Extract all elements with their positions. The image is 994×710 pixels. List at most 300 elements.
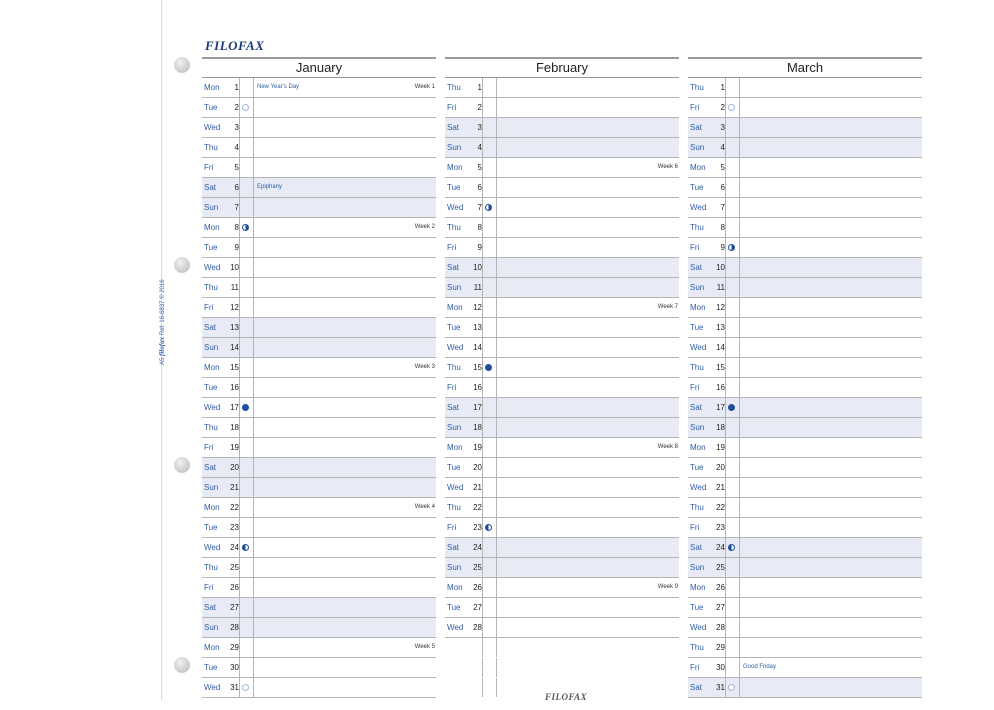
column-divider [239, 98, 240, 117]
column-divider [482, 258, 483, 277]
weekday-label: Tue [204, 523, 218, 532]
weekday-label: Fri [690, 243, 700, 252]
column-divider [253, 498, 254, 517]
date-number: 7 [230, 198, 239, 217]
date-number: 15 [716, 363, 725, 372]
weekday-label: Wed [204, 263, 221, 272]
day-row[interactable] [688, 378, 922, 398]
column-divider [725, 218, 726, 237]
date-number: 21 [230, 478, 239, 497]
weekday-label: Tue [204, 383, 218, 392]
date-number: 24 [473, 538, 482, 557]
column-divider [725, 298, 726, 317]
column-divider [725, 518, 726, 537]
weekday-label: Fri [690, 523, 700, 532]
day-row[interactable] [445, 418, 679, 438]
date-number: 10 [473, 258, 482, 277]
day-row[interactable] [202, 418, 436, 438]
date-number: 26 [230, 583, 239, 592]
day-row[interactable] [688, 618, 922, 638]
column-divider [482, 498, 483, 517]
column-divider [239, 558, 240, 577]
day-row[interactable] [445, 338, 679, 358]
date-number: 25 [230, 563, 239, 572]
moon-full-icon [242, 404, 249, 411]
weekday-label: Sat [445, 538, 473, 557]
day-row[interactable] [688, 198, 922, 218]
day-row[interactable] [202, 518, 436, 538]
weekday-label: Mon [204, 503, 220, 512]
column-divider [496, 118, 497, 137]
day-row[interactable] [688, 438, 922, 458]
weekday-label: Mon [204, 643, 220, 652]
column-divider [253, 638, 254, 657]
date-number: 16 [230, 383, 239, 392]
column-divider [482, 138, 483, 157]
week-number-label: Week 9 [657, 584, 678, 590]
column-divider [239, 618, 240, 637]
weekday-label: Sun [445, 278, 473, 297]
day-row[interactable] [202, 678, 436, 698]
date-number: 5 [234, 163, 239, 172]
weekday-label: Sun [202, 478, 230, 497]
date-number: 1 [720, 83, 725, 92]
column-divider [239, 518, 240, 537]
day-row[interactable] [688, 78, 922, 98]
column-divider [739, 98, 740, 117]
column-divider [239, 198, 240, 217]
weekday-label: Mon [204, 363, 220, 372]
date-number: 17 [473, 398, 482, 417]
day-row[interactable] [688, 558, 922, 578]
column-divider [253, 218, 254, 237]
day-row[interactable] [202, 358, 436, 378]
day-row[interactable] [202, 198, 436, 218]
column-divider [253, 598, 254, 617]
column-divider [496, 398, 497, 417]
day-row[interactable] [688, 98, 922, 118]
date-number: 15 [473, 363, 482, 372]
weekday-label: Tue [447, 463, 461, 472]
weekday-label: Tue [204, 663, 218, 672]
day-row[interactable] [202, 438, 436, 458]
date-number: 14 [716, 343, 725, 352]
day-row[interactable] [202, 318, 436, 338]
day-row[interactable] [202, 558, 436, 578]
weekday-label: Wed [690, 623, 707, 632]
day-row[interactable] [688, 398, 922, 418]
column-divider [253, 538, 254, 557]
column-divider [482, 198, 483, 217]
date-number: 3 [473, 118, 482, 137]
weekday-label: Sun [202, 618, 230, 637]
holiday-label: New Year's Day [257, 84, 300, 90]
day-row[interactable] [445, 258, 679, 278]
column-divider [253, 518, 254, 537]
date-number: 11 [716, 278, 725, 297]
date-number: 8 [720, 223, 725, 232]
moon-first-icon [485, 204, 492, 211]
weekday-label: Mon [690, 443, 706, 452]
day-row[interactable] [202, 378, 436, 398]
day-row[interactable] [445, 558, 679, 578]
day-row[interactable] [202, 298, 436, 318]
date-number: 29 [716, 643, 725, 652]
date-number: 7 [720, 203, 725, 212]
day-row[interactable] [688, 358, 922, 378]
weekday-label: Thu [447, 363, 461, 372]
column-divider [725, 118, 726, 137]
day-row[interactable] [688, 138, 922, 158]
day-row[interactable] [202, 138, 436, 158]
column-divider [496, 578, 497, 597]
date-number: 16 [473, 383, 482, 392]
day-row[interactable] [445, 398, 679, 418]
day-row[interactable] [202, 98, 436, 118]
weekday-label: Fri [204, 443, 214, 452]
column-divider [739, 658, 740, 677]
column-divider [739, 478, 740, 497]
column-divider [739, 158, 740, 177]
weekday-label: Wed [447, 623, 464, 632]
day-row[interactable] [202, 278, 436, 298]
day-row[interactable] [688, 158, 922, 178]
column-divider [253, 618, 254, 637]
day-row[interactable] [202, 398, 436, 418]
column-divider [253, 278, 254, 297]
column-divider [253, 138, 254, 157]
column-divider [739, 358, 740, 377]
column-divider [496, 318, 497, 337]
day-row[interactable] [202, 338, 436, 358]
weekday-label: Tue [204, 243, 218, 252]
date-number: 28 [716, 623, 725, 632]
date-number: 2 [234, 103, 239, 112]
column-divider [482, 98, 483, 117]
column-divider [739, 438, 740, 457]
column-divider [482, 178, 483, 197]
day-row[interactable] [688, 338, 922, 358]
column-divider [725, 158, 726, 177]
day-row[interactable] [688, 298, 922, 318]
day-row[interactable] [445, 478, 679, 498]
date-number: 3 [716, 118, 725, 137]
date-number: 22 [230, 503, 239, 512]
column-divider [496, 178, 497, 197]
weekday-label: Wed [690, 483, 707, 492]
column-divider [739, 78, 740, 97]
day-row[interactable] [445, 378, 679, 398]
day-row[interactable] [445, 318, 679, 338]
column-divider [725, 358, 726, 377]
date-number: 15 [230, 363, 239, 372]
day-row[interactable] [688, 258, 922, 278]
column-divider [725, 238, 726, 257]
column-divider [482, 678, 483, 697]
side-size: A5 [160, 357, 166, 365]
column-divider [739, 318, 740, 337]
date-number: 4 [234, 143, 239, 152]
day-row[interactable] [445, 518, 679, 538]
column-divider [253, 298, 254, 317]
weekday-label: Thu [447, 83, 461, 92]
column-divider [496, 618, 497, 637]
day-row[interactable] [202, 258, 436, 278]
column-divider [496, 658, 497, 677]
day-row[interactable] [202, 598, 436, 618]
day-row[interactable] [688, 418, 922, 438]
date-number: 19 [716, 443, 725, 452]
weekday-label: Mon [447, 583, 463, 592]
weekday-label: Fri [690, 663, 700, 672]
column-divider [496, 98, 497, 117]
day-row[interactable] [688, 678, 922, 698]
column-divider [496, 478, 497, 497]
column-divider [739, 198, 740, 217]
date-number: 31 [230, 683, 239, 692]
day-row[interactable] [445, 178, 679, 198]
date-number: 19 [230, 443, 239, 452]
day-row[interactable] [445, 298, 679, 318]
day-row[interactable] [202, 118, 436, 138]
weekday-label: Thu [204, 423, 218, 432]
date-number: 4 [716, 138, 725, 157]
column-divider [482, 618, 483, 637]
column-divider [253, 358, 254, 377]
date-number: 9 [720, 243, 725, 252]
day-row[interactable] [688, 658, 922, 678]
column-divider [725, 498, 726, 517]
day-row[interactable] [202, 178, 436, 198]
date-number: 30 [716, 663, 725, 672]
day-row[interactable] [202, 238, 436, 258]
day-row[interactable] [688, 498, 922, 518]
date-number: 11 [473, 278, 482, 297]
date-number: 18 [473, 418, 482, 437]
column-divider [253, 178, 254, 197]
binder-hole [174, 657, 190, 673]
weekday-label: Sun [688, 558, 716, 577]
weekday-label: Thu [447, 503, 461, 512]
week-number-label: Week 6 [657, 164, 678, 170]
day-row[interactable] [445, 218, 679, 238]
column-divider [253, 418, 254, 437]
column-divider [482, 218, 483, 237]
day-row[interactable] [445, 578, 679, 598]
day-row[interactable] [688, 178, 922, 198]
column-divider [725, 438, 726, 457]
date-number: 6 [477, 183, 482, 192]
day-row[interactable] [202, 498, 436, 518]
day-row[interactable] [202, 458, 436, 478]
column-divider [496, 138, 497, 157]
column-divider [725, 458, 726, 477]
date-number: 25 [716, 558, 725, 577]
day-row[interactable] [445, 538, 679, 558]
day-row[interactable] [445, 138, 679, 158]
column-divider [725, 398, 726, 417]
column-divider [482, 558, 483, 577]
day-row[interactable] [445, 158, 679, 178]
day-row[interactable] [688, 238, 922, 258]
column-divider [725, 678, 726, 697]
day-row[interactable] [202, 638, 436, 658]
column-divider [725, 338, 726, 357]
weekday-label: Wed [204, 683, 221, 692]
column-divider [482, 578, 483, 597]
column-divider [239, 318, 240, 337]
day-row[interactable] [688, 318, 922, 338]
day-row[interactable] [202, 578, 436, 598]
column-divider [496, 218, 497, 237]
week-number-label: Week 2 [414, 224, 435, 230]
column-divider [239, 658, 240, 677]
column-divider [482, 658, 483, 677]
column-divider [482, 538, 483, 557]
column-divider [739, 138, 740, 157]
day-row[interactable] [688, 538, 922, 558]
date-number: 25 [473, 558, 482, 577]
column-divider [739, 458, 740, 477]
column-divider [482, 438, 483, 457]
day-row[interactable] [688, 458, 922, 478]
day-row[interactable] [445, 458, 679, 478]
day-row[interactable] [688, 578, 922, 598]
column-divider [739, 518, 740, 537]
weekday-label: Thu [690, 83, 704, 92]
date-number: 23 [473, 523, 482, 532]
weekday-label: Sun [202, 198, 230, 217]
weekday-label: Sat [445, 118, 473, 137]
day-row[interactable] [445, 98, 679, 118]
date-number: 20 [230, 458, 239, 477]
weekday-label: Tue [204, 103, 218, 112]
day-row[interactable] [445, 598, 679, 618]
day-row[interactable] [445, 618, 679, 638]
date-number: 26 [716, 583, 725, 592]
weekday-label: Sat [688, 678, 716, 697]
week-number-label: Week 5 [414, 644, 435, 650]
day-row[interactable] [445, 438, 679, 458]
column-divider [725, 598, 726, 617]
side-reference-text [158, 279, 166, 365]
day-row[interactable] [445, 278, 679, 298]
column-divider [739, 538, 740, 557]
column-divider [739, 278, 740, 297]
column-divider [496, 498, 497, 517]
column-divider [496, 538, 497, 557]
day-row[interactable] [445, 118, 679, 138]
date-number: 8 [234, 223, 239, 232]
weekday-label: Thu [204, 283, 218, 292]
column-divider [482, 638, 483, 657]
day-row[interactable] [688, 118, 922, 138]
column-divider [253, 678, 254, 697]
moon-last-icon [728, 544, 735, 551]
column-divider [239, 358, 240, 377]
column-divider [253, 78, 254, 97]
date-number: 14 [473, 343, 482, 352]
weekday-label: Sun [688, 138, 716, 157]
weekday-label: Thu [690, 223, 704, 232]
column-divider [253, 98, 254, 117]
day-row[interactable] [688, 598, 922, 618]
day-row[interactable] [202, 478, 436, 498]
month-title: January [202, 59, 436, 78]
day-row[interactable] [202, 218, 436, 238]
column-divider [496, 338, 497, 357]
column-divider [725, 578, 726, 597]
weekday-label: Sat [688, 258, 716, 277]
day-row[interactable] [445, 78, 679, 98]
day-row[interactable] [202, 158, 436, 178]
day-row[interactable] [445, 238, 679, 258]
column-divider [496, 238, 497, 257]
holiday-label: Epiphany [257, 184, 283, 190]
column-divider [725, 258, 726, 277]
weekday-label: Thu [690, 363, 704, 372]
column-divider [253, 438, 254, 457]
day-row[interactable] [688, 218, 922, 238]
day-row[interactable] [202, 538, 436, 558]
moon-new-icon [242, 684, 249, 691]
day-row[interactable] [688, 278, 922, 298]
day-row[interactable] [688, 638, 922, 658]
brand-logo: FILOFAX [205, 38, 265, 53]
weekday-label: Wed [447, 343, 464, 352]
column-divider [482, 298, 483, 317]
moon-full-icon [728, 404, 735, 411]
date-number: 1 [234, 83, 239, 92]
day-row[interactable] [202, 658, 436, 678]
day-row[interactable] [688, 478, 922, 498]
date-number: 24 [716, 538, 725, 557]
weekday-label: Wed [204, 543, 221, 552]
column-divider [739, 398, 740, 417]
column-divider [239, 258, 240, 277]
weekday-label: Fri [204, 163, 214, 172]
column-divider [253, 558, 254, 577]
column-divider [239, 158, 240, 177]
column-divider [239, 238, 240, 257]
day-row[interactable] [445, 358, 679, 378]
date-number: 20 [716, 463, 725, 472]
month-title: March [688, 59, 922, 78]
column-divider [496, 638, 497, 657]
moon-new-icon [728, 104, 735, 111]
day-row[interactable] [202, 618, 436, 638]
weekday-label: Sun [202, 338, 230, 357]
day-row[interactable] [688, 518, 922, 538]
empty-row [445, 658, 679, 677]
binder-hole [174, 457, 190, 473]
column-divider [253, 478, 254, 497]
day-row[interactable] [445, 498, 679, 518]
column-divider [482, 598, 483, 617]
day-row[interactable] [202, 78, 436, 98]
date-number: 7 [477, 203, 482, 212]
date-number: 27 [473, 603, 482, 612]
date-number: 24 [230, 543, 239, 552]
date-number: 22 [716, 503, 725, 512]
day-row[interactable] [445, 198, 679, 218]
date-number: 9 [477, 243, 482, 252]
column-divider [253, 318, 254, 337]
column-divider [482, 238, 483, 257]
column-divider [239, 138, 240, 157]
column-divider [239, 398, 240, 417]
column-divider [739, 378, 740, 397]
